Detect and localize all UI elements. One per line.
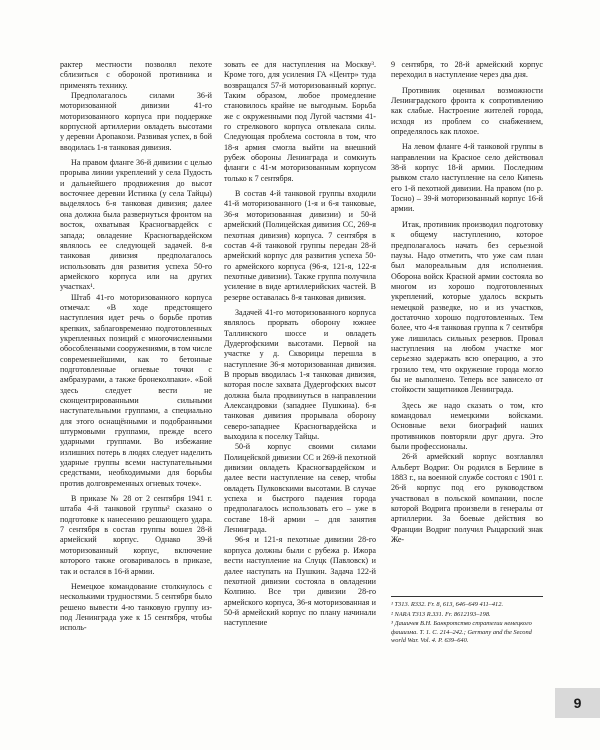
paragraph: Противник оценивал возможности Ленинградского фронта к сопротивлению как слабые. Настроение жителей города, исходя из проблем со снабжением, определялось как плохое. [391, 85, 543, 137]
paragraph: На правом фланге 36-й дивизии с целью прорыва линии укреплений у села Пудость и дальнейшего продвижения до высот восточнее деревни Истинка (у села Тайцы) выделялось 6-я танковая дивизия; далее она должна была развернуться фронтом на восток, охватывая Красногвардейск с запада; овладение Красногвардейском являлось ее следующей задачей. 8-я танковая дивизия предполагалось использовать для развития успеха 50-го армейского корпуса или на других участках¹. [60, 158, 212, 292]
paragraph: рактер местности позволял пехоте сблизиться с обороной противника и применять технику. [60, 60, 212, 90]
text-column-right [391, 60, 543, 545]
paragraph: 26-й армейский корпус возглавлял Альберт Водриг. Он родился в Берлине в 1883 г., на военной службе состоял с 1901 г. 26-й корпус под его руководством участвовал в польской компании, после которой Водрига произвели в генералы от артиллерии. За боевые действия во Франции Водриг получил Рыцарский знак Же- [391, 452, 543, 545]
footnote: ¹ T313. R332. Fr. 8, 613, 646–649 411–412. [391, 601, 504, 608]
paragraph: В приказе № 28 от 2 сентября 1941 г. штаба 4-й танковой группы² сказано о подготовке к нанесению решающего удара. 7 сентября в состав группы вошел 28-й армейский корпус. Однако 39-й моторизованный корпус, включение которого также оговаривалось в приказе, так и остался в 16-й армии. [60, 494, 212, 576]
text-column-middle [224, 60, 376, 629]
paragraph: Задачей 41-го моторизованного корпуса являлось прорвать оборону южнее Таллинского шоссе и овладеть Дудергофскими высотами. Первой на участке у д. Скворицы перешла в наступление 36-я моторизованная дивизия. В прорыв вводилась 1-я танковая дивизия, которая после захвата Дудергофских высот должна была продвинуться в направлении Александровки (западнее Пушкина). 6-я танковая дивизия прорывала оборону северо-западнее Красногвардейска и выходила к поселку Тайцы. [224, 307, 376, 442]
paragraph: Здесь же надо сказать о том, кто командовал немецкими войсками. Основные вехи биографий наших противников повторяли друг друга. Это были профессионалы. [391, 400, 543, 452]
paragraph: 96-я и 121-я пехотные дивизии 28-го корпуса должны были с рубежа р. Ижора вести наступление на Слуцк (Павловск) и далее наступать на Пушкин. Задача 122-й пехотной дивизии состояла в овладении Колпино. Все три дивизии 28-го армейского корпуса, 36-я моторизованная и 50-й армейский корпус по плану начинали наступление [224, 535, 376, 628]
text-column-left [60, 60, 212, 634]
paragraph: 50-й корпус своими силами Полицейской дивизии СС и 269-й пехотной дивизии овладеть Красногвардейском и далее вести наступление на север, чтобы овладеть Пулковскими высотами. В случае успеха и быстрого падения города предполагалось использовать его – уже в составе 18-й армии – для занятия Ленинграда. [224, 442, 376, 535]
paragraph: Итак, противник производил подготовку к общему наступлению, которое предполагалось начать без серьезной паузы. Надо отметить, что уже сам план был малореальным для исполнения. Оборона войск Красной армии состояла во многом из хорошо подготовленных укреплений, которые удалось вскрыть немецкой разведке, но и из участков, достаточно хорошо подготовленных. Тем более, что 4-я танковая группа к 7 сентября уже лишилась сильных резервов. Провал наступления на любом участке мог серьезно задержать всю операцию, а это грозило тем, что окружение города могло бы не выполнено. Теперь все зависело от стойкости защитников Ленинграда. [391, 219, 543, 395]
footnotes [391, 596, 543, 647]
paragraph: зовать ее для наступления на Москву³. Кроме того, для усиления ГА «Центр» туда возвращался 57-й моторизованный корпус. Таким образом, любое промедление становилось крайне не выгодным. Борьба же с окруженными под Лугой частями 41-го стрелкового корпуса отвлекала силы. Следующая проблема состояла в том, что 18-я армия смогла выйти на внешний рубеж обороны Ленинграда и сомкнуть фланги с 41-м моторизованным корпусом только к 7 сентября. [224, 60, 376, 183]
paragraph: Штаб 41-го моторизованного корпуса отмечал: «В ходе предстоящего наступления идет речь о борьбе против крепких, заблаговременно подготовленных укрепленных позиций с многочисленными обособленными сооружениями, в том числе современнейшими, как то бетонные подготовленные огневые точки с амбразурами, а также бронеколпаки». «Бой здесь следует вести не сконцентрированными сильными наступательными группами, а специально для этого оснащёнными и подобранными штурмовыми группами, прежде всего ударными группами. Во избежание излишних потерь в людях следует наделить ударные группы всеми наступательными средствами, необходимыми для борьбы против долговременных огневых точек». [60, 292, 212, 488]
paragraph: На левом фланге 4-й танковой группы в направлении на Красное село действовал 38-й корпус 18-й армии. Последним рывком стало наступление на село Кипень его 1-й пехотной дивизии. На правом (по р. Тосно) – 39-й моторизованный корпус 16-й армии. [391, 142, 543, 214]
page-number: 9 [555, 688, 600, 718]
footnote: ³ Дашичев В.Н. Банкротство стратегии немецкого фашизма. Т. 1. С. 214–242.; Germany and the Second world War. Vol. 4. P. 639–640. [391, 620, 532, 645]
paragraph: Немецкое командование столкнулось с несколькими трудностями. 5 сентября было решено вывести 4-ю танковую группу из-под Ленинграда уже к 15 сентября, чтобы исполь- [60, 581, 212, 633]
paragraph: 9 сентября, то 28-й армейский корпус переходил в наступление через два дня. [391, 60, 543, 80]
footnote: ² NARA T313 R.331. Fr. 8612193–198. [391, 610, 491, 618]
paragraph: Предполагалось силами 36-й моторизованной дивизии 41-го моторизованного корпуса при поддержке корпусной артиллерии овладеть высотами у деревни Аропакози. Развивая успех, в бой вводилась 1-я танковая дивизия. [60, 91, 212, 152]
paragraph: В состав 4-й танковой группы входили 41-й моторизованного (1-я и 6-я танковые, 36-я моторизованная дивизии) и 50-й армейский (Полицейская дивизия СС, 269-я пехотная дивизия) корпуса. 7 сентября в состав 4-й танковой группы передан 28-й армейский корпус для развития успеха 50-го армейского корпуса (96-я, 121-я, 122-я пехотные дивизии). Также группа получила усиление в виде артиллерийских частей. В резерве оставалась 8-я танковая дивизия. [224, 189, 376, 302]
